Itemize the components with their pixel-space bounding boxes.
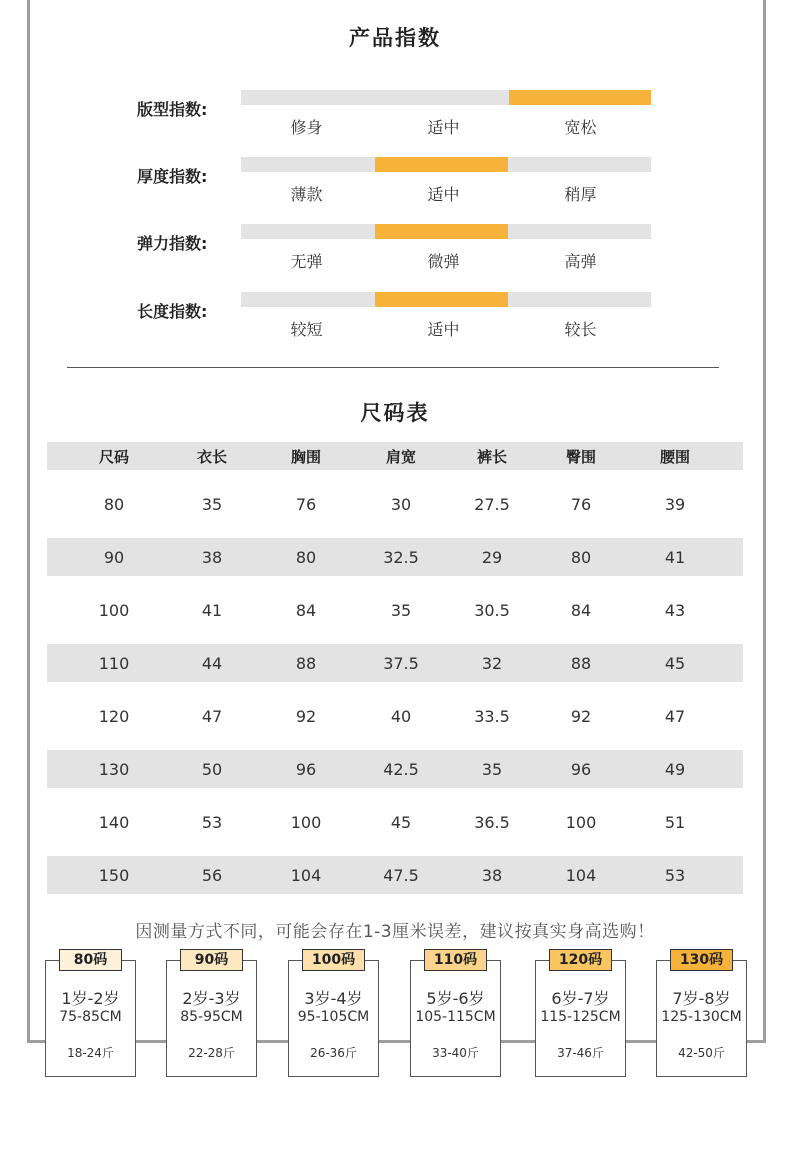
age-range-text: 6岁-7岁 (551, 989, 610, 1008)
table-cell: 53 (201, 812, 223, 832)
table-cell: 47 (201, 706, 223, 726)
age-weight-text: 42-50斤 (678, 1046, 725, 1060)
table-cell: 49 (664, 759, 686, 779)
index-level-segment (241, 292, 374, 307)
index-label: 版型指数: (137, 100, 208, 119)
size-tag: 90码 (180, 949, 243, 971)
index-label: 长度指数: (137, 302, 208, 321)
table-cell: 47.5 (383, 865, 419, 885)
table-cell: 140 (98, 812, 130, 832)
age-weight-text: 37-46斤 (557, 1046, 604, 1060)
age-height-text: 85-95CM (180, 1009, 243, 1025)
size-chart-table (47, 442, 743, 894)
age-height-text: 125-130CM (661, 1009, 742, 1025)
table-cell: 47 (664, 706, 686, 726)
table-cell: 38 (201, 547, 223, 567)
table-cell: 80 (103, 494, 125, 514)
index-option: 适中 (427, 185, 460, 204)
product-index-title: 产品指数 (349, 26, 441, 50)
age-guide-card (410, 952, 501, 1077)
index-level-fill (375, 224, 508, 239)
table-cell: 130 (98, 759, 130, 779)
index-level-segment (241, 90, 374, 105)
index-level-fill (375, 292, 508, 307)
age-guide-card (45, 952, 136, 1077)
table-cell: 40 (390, 706, 412, 726)
table-cell: 120 (98, 706, 130, 726)
table-cell: 51 (664, 812, 686, 832)
table-row (47, 644, 743, 682)
table-cell: 96 (295, 759, 317, 779)
section-divider (67, 367, 719, 368)
table-header-cell: 衣长 (196, 447, 227, 466)
table-cell: 35 (390, 600, 412, 620)
table-cell: 38 (481, 865, 503, 885)
table-cell: 100 (98, 600, 130, 620)
table-cell: 35 (201, 494, 223, 514)
age-weight-text: 22-28斤 (188, 1046, 235, 1060)
table-cell: 76 (570, 494, 592, 514)
index-level-fill (509, 90, 651, 105)
index-row (0, 90, 790, 140)
age-height-text: 115-125CM (540, 1009, 621, 1025)
index-label: 厚度指数: (137, 167, 208, 186)
table-cell: 45 (390, 812, 412, 832)
size-tag: 120码 (549, 949, 612, 971)
index-option: 修身 (290, 118, 323, 137)
index-track (241, 292, 651, 307)
table-cell: 92 (570, 706, 592, 726)
table-row (47, 750, 743, 788)
table-cell: 88 (570, 653, 592, 673)
table-cell: 90 (103, 547, 125, 567)
table-cell: 76 (295, 494, 317, 514)
index-option: 较短 (290, 320, 323, 339)
index-option: 微弹 (427, 252, 460, 271)
table-cell: 32 (481, 653, 503, 673)
table-cell: 104 (565, 865, 597, 885)
size-tag: 110码 (424, 949, 487, 971)
table-row (47, 697, 743, 735)
index-option: 适中 (427, 320, 460, 339)
table-cell: 92 (295, 706, 317, 726)
table-cell: 150 (98, 865, 130, 885)
table-cell: 43 (664, 600, 686, 620)
size-chart-title: 尺码表 (360, 401, 430, 425)
table-row (47, 485, 743, 523)
table-cell: 44 (201, 653, 223, 673)
index-track (241, 157, 651, 172)
index-row (0, 292, 790, 342)
table-cell: 32.5 (383, 547, 419, 567)
table-cell: 29 (481, 547, 503, 567)
table-header-cell: 腰围 (659, 447, 690, 466)
table-cell: 30 (390, 494, 412, 514)
index-label: 弹力指数: (137, 234, 208, 253)
table-row (47, 591, 743, 629)
table-header-row (47, 442, 743, 470)
table-cell: 100 (290, 812, 322, 832)
age-height-text: 75-85CM (59, 1009, 122, 1025)
index-level-segment (509, 157, 651, 172)
index-level-fill (375, 157, 508, 172)
index-row (0, 224, 790, 274)
index-option: 较长 (564, 320, 597, 339)
age-weight-text: 26-36斤 (310, 1046, 357, 1060)
table-row (47, 803, 743, 841)
age-range-text: 1岁-2岁 (61, 989, 120, 1008)
size-tag: 130码 (670, 949, 733, 971)
index-row (0, 157, 790, 207)
table-cell: 35 (481, 759, 503, 779)
table-cell: 42.5 (383, 759, 419, 779)
table-row (47, 538, 743, 576)
age-guide-card (288, 952, 379, 1077)
table-cell: 96 (570, 759, 592, 779)
table-cell: 50 (201, 759, 223, 779)
table-cell: 27.5 (474, 494, 510, 514)
table-cell: 39 (664, 494, 686, 514)
table-header-cell: 裤长 (476, 447, 507, 466)
index-option: 薄款 (290, 185, 323, 204)
age-weight-text: 18-24斤 (67, 1046, 114, 1060)
table-row (47, 856, 743, 894)
table-cell: 104 (290, 865, 322, 885)
table-cell: 88 (295, 653, 317, 673)
table-cell: 33.5 (474, 706, 510, 726)
size-tag: 80码 (59, 949, 122, 971)
table-header-cell: 肩宽 (385, 447, 416, 466)
size-tag: 100码 (302, 949, 365, 971)
age-guide-card (656, 952, 747, 1077)
table-cell: 53 (664, 865, 686, 885)
index-track (241, 224, 651, 239)
age-weight-text: 33-40斤 (432, 1046, 479, 1060)
table-cell: 36.5 (474, 812, 510, 832)
table-cell: 84 (570, 600, 592, 620)
index-option: 稍厚 (564, 185, 597, 204)
table-cell: 41 (664, 547, 686, 567)
age-guide-card (166, 952, 257, 1077)
table-cell: 45 (664, 653, 686, 673)
table-cell: 84 (295, 600, 317, 620)
index-option: 宽松 (564, 118, 597, 137)
age-guide-card (535, 952, 626, 1077)
index-option: 无弹 (290, 252, 323, 271)
age-range-text: 7岁-8岁 (672, 989, 731, 1008)
table-header-cell: 胸围 (290, 447, 321, 466)
table-cell: 41 (201, 600, 223, 620)
table-header-cell: 臀围 (565, 447, 596, 466)
table-cell: 110 (98, 653, 130, 673)
age-range-text: 2岁-3岁 (182, 989, 241, 1008)
index-level-segment (241, 224, 374, 239)
index-level-segment (509, 224, 651, 239)
age-height-text: 95-105CM (297, 1009, 370, 1025)
index-level-segment (375, 90, 508, 105)
age-range-text: 5岁-6岁 (426, 989, 485, 1008)
table-cell: 37.5 (383, 653, 419, 673)
index-option: 高弹 (564, 252, 597, 271)
age-height-text: 105-115CM (415, 1009, 496, 1025)
table-cell: 30.5 (474, 600, 510, 620)
index-level-segment (241, 157, 374, 172)
table-cell: 56 (201, 865, 223, 885)
index-track (241, 90, 651, 105)
table-cell: 80 (570, 547, 592, 567)
table-header-cell: 尺码 (98, 447, 129, 466)
table-cell: 80 (295, 547, 317, 567)
index-option: 适中 (427, 118, 460, 137)
measurement-note: 因测量方式不同，可能会存在1-3厘米误差，建议按真实身高选购！ (135, 922, 655, 942)
age-range-text: 3岁-4岁 (304, 989, 363, 1008)
table-cell: 100 (565, 812, 597, 832)
index-level-segment (509, 292, 651, 307)
